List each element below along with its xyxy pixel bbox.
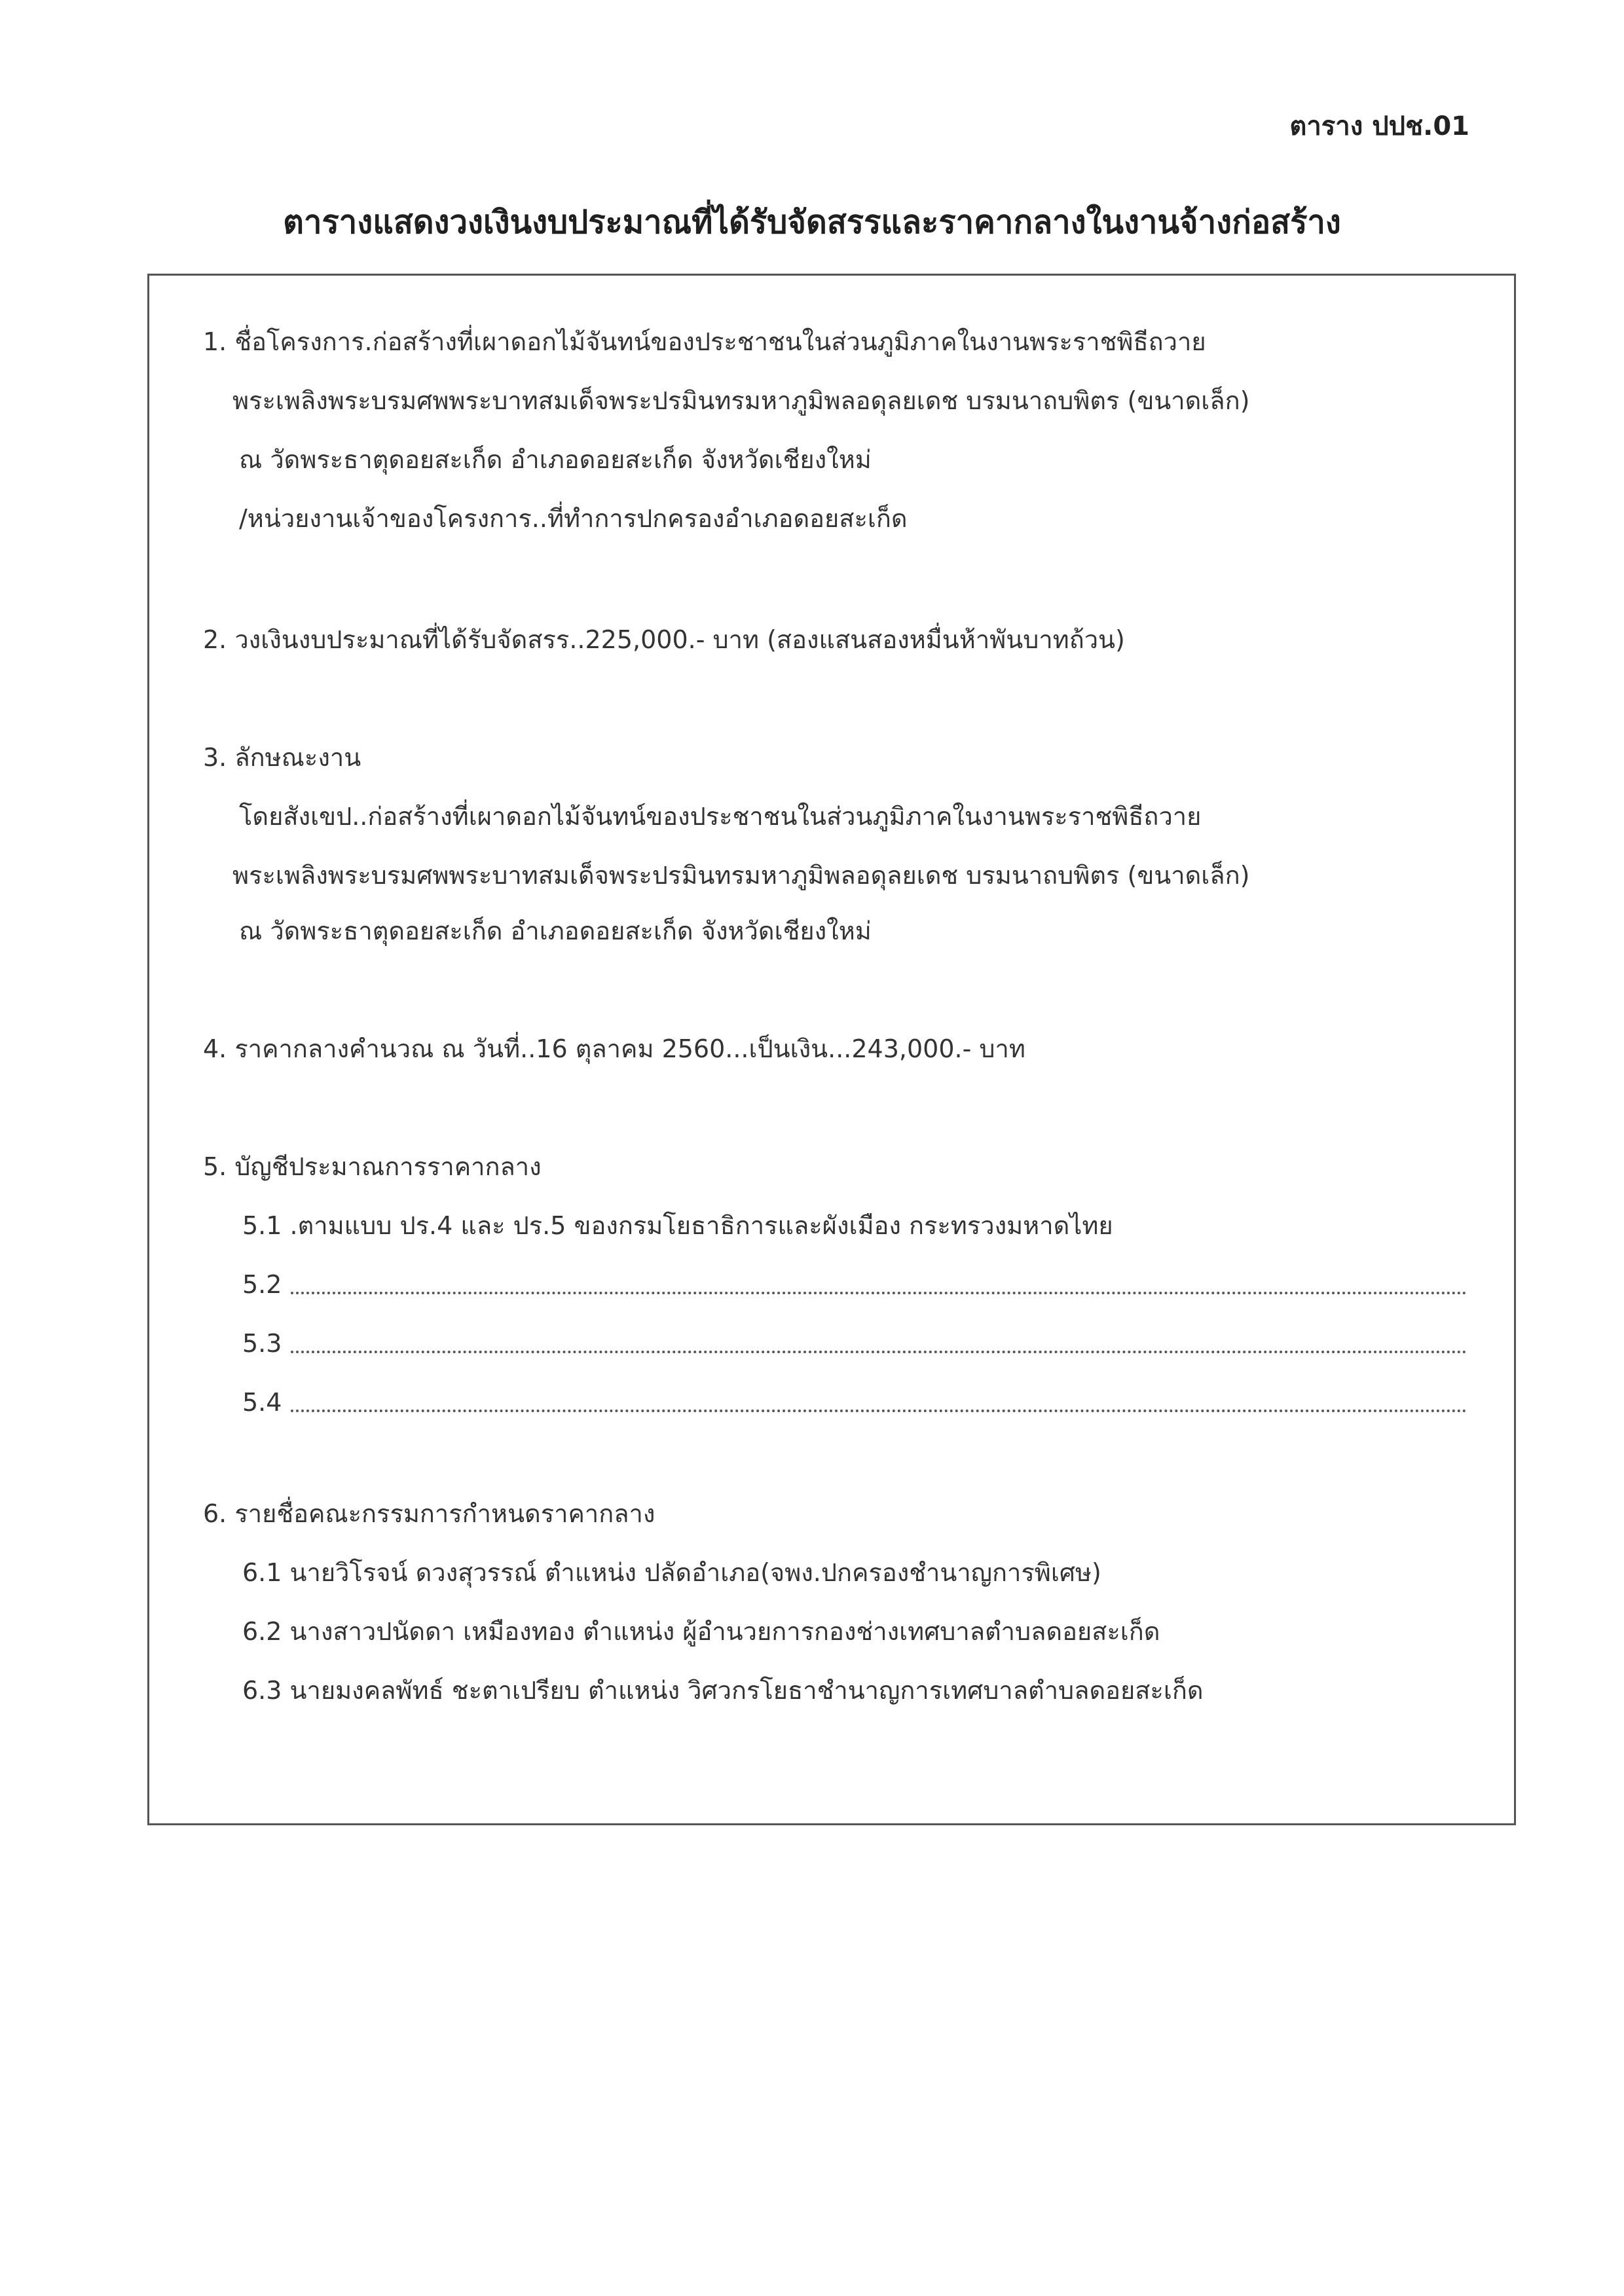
median-price-line: 4. ราคากลางคำนวณ ณ วันที่..16 ตุลาคม 2560...เป็นเงิน...243,000.- บาท	[203, 1034, 1025, 1063]
committee-heading: 6. รายชื่อคณะกรรมการกำหนดราคากลาง	[203, 1499, 655, 1528]
estimate-item-5-1: 5.1 .ตามแบบ ปร.4 และ ปร.5 ของกรมโยธาธิการและผังเมือง กระทรวงมหาดไทย	[242, 1211, 1113, 1240]
work-nature-heading: 3. ลักษณะงาน	[203, 743, 361, 772]
committee-member-1: 6.1 นายวิโรจน์ ดวงสุวรรณ์ ตำแหน่ง ปลัดอำเภอ(จพง.ปกครองชำนาญการพิเศษ)	[242, 1558, 1101, 1587]
committee-member-2: 6.2 นางสาวปนัดดา เหมืองทอง ตำแหน่ง ผู้อำนวยการกองช่างเทศบาลตำบลดอยสะเก็ด	[242, 1617, 1160, 1646]
estimate-heading: 5. บัญชีประมาณการราคากลาง	[203, 1152, 542, 1181]
estimate-item-5-2	[242, 1269, 1467, 1300]
project-name-line-3: ณ วัดพระธาตุดอยสะเก็ด อำเภอดอยสะเก็ด จังหวัดเชียงใหม่	[239, 445, 872, 474]
document-title: ตารางแสดงวงเงินงบประมาณที่ได้รับจัดสรรและราคากลางในงานจ้างก่อสร้าง	[283, 204, 1341, 241]
committee-member-3: 6.3 นายมงคลพัทธ์ ชะตาเปรียบ ตำแหน่ง วิศวกรโยธาชำนาญการเทศบาลตำบลดอยสะเก็ด	[242, 1676, 1204, 1705]
estimate-item-5-2-number: 5.2	[242, 1270, 282, 1300]
dotted-fill-line	[291, 1410, 1467, 1412]
work-nature-line-3: ณ วัดพระธาตุดอยสะเก็ด อำเภอดอยสะเก็ด จังหวัดเชียงใหม่	[239, 917, 872, 945]
dotted-fill-line	[291, 1292, 1467, 1294]
dotted-fill-line	[291, 1351, 1467, 1353]
project-owner-line: /หน่วยงานเจ้าของโครงการ..ที่ทำการปกครองอำเภอดอยสะเก็ด	[239, 504, 908, 533]
estimate-item-5-3	[242, 1328, 1467, 1359]
project-name-line-1: 1. ชื่อโครงการ.ก่อสร้างที่เผาดอกไม้จันทน์ของประชาชนในส่วนภูมิภาคในงานพระราชพิธีถวาย	[203, 327, 1206, 356]
work-nature-line-1: โดยสังเขป..ก่อสร้างที่เผาดอกไม้จันทน์ของประชาชนในส่วนภูมิภาคในงานพระราชพิธีถวาย	[239, 802, 1202, 831]
project-name-line-2: พระเพลิงพระบรมศพพระบาทสมเด็จพระปรมินทรมหาภูมิพลอดุลยเดช บรมนาถบพิตร (ขนาดเล็ก)	[232, 386, 1250, 415]
form-code: ตาราง ปปช.01	[1289, 111, 1469, 141]
budget-line: 2. วงเงินงบประมาณที่ได้รับจัดสรร..225,000.- บาท (สองแสนสองหมื่นห้าพันบาทถ้วน)	[203, 625, 1125, 654]
work-nature-line-2: พระเพลิงพระบรมศพพระบาทสมเด็จพระปรมินทรมหาภูมิพลอดุลยเดช บรมนาถบพิตร (ขนาดเล็ก)	[232, 861, 1250, 890]
estimate-item-5-4	[242, 1387, 1467, 1418]
estimate-item-5-4-number: 5.4	[242, 1388, 282, 1417]
estimate-item-5-3-number: 5.3	[242, 1329, 282, 1358]
